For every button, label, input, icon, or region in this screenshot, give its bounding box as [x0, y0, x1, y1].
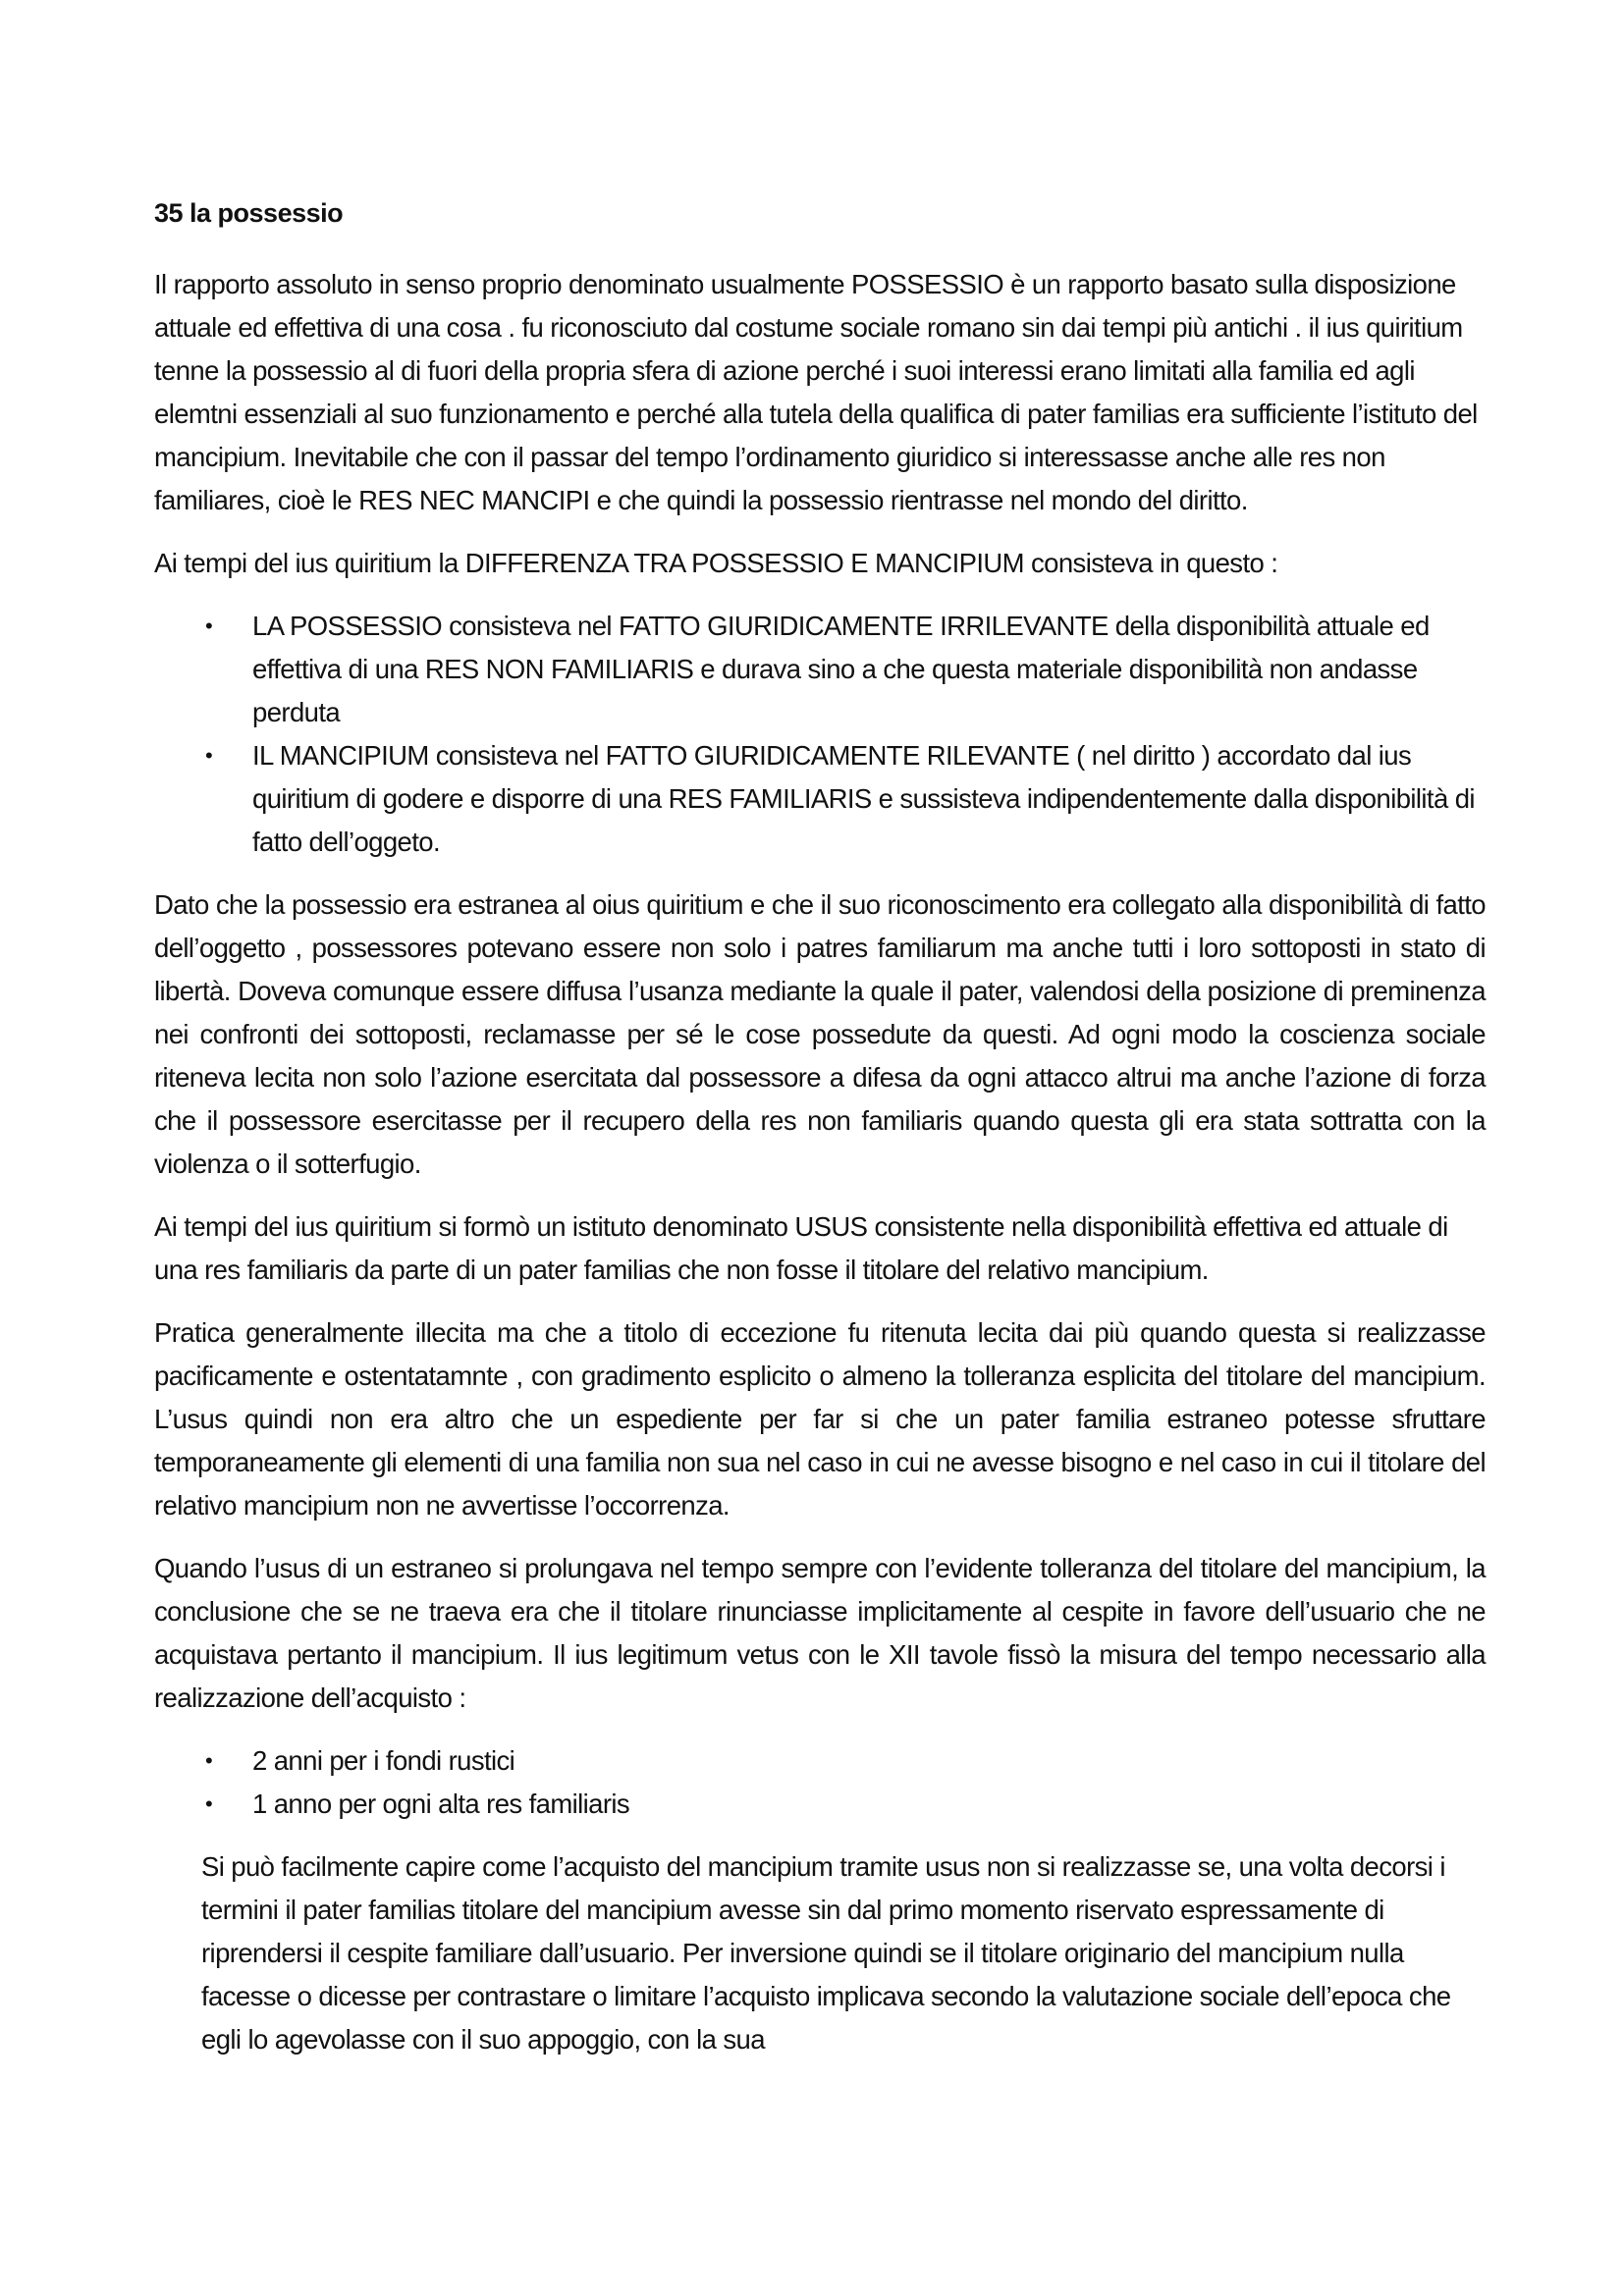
- bullet-icon: •: [205, 1748, 213, 1773]
- list-item-text: IL MANCIPIUM consisteva nel FATTO GIURIDICAMENTE RILEVANTE ( nel diritto ) accordato dal ius quiritium di godere e disporre di una RES FAMILIARIS e sussisteva indipendentemente dalla disponibilità di fatto dell’oggeto.: [252, 740, 1475, 857]
- paragraph-usus-acquisition: Quando l’usus di un estraneo si prolungava nel tempo sempre con l’evidente tolleranza del titolare del mancipium, la conclusione che se ne traeva era che il titolare rinunciasse implicitamente al cespite in favore dell’usuario che ne acquistava pertanto il mancipium. Il ius legitimum vetus con le XII tavole fissò la misura del tempo necessario alla realizzazione dell’acquisto :: [154, 1553, 1486, 1713]
- paragraph-usus-practice: Pratica generalmente illecita ma che a titolo di eccezione fu ritenuta lecita dai più quando questa si realizzasse pacificamente e ostentatamnte , con gradimento esplicito o almeno la tolleranza esplicita del titolare del mancipium. L’usus quindi non era altro che un espediente per far si che un pater familia estraneo potesse sfruttare temporaneamente gli elementi di una familia non sua nel caso in cui ne avesse bisogno e nel caso in cui il titolare del relativo mancipium non ne avvertisse l’occorrenza.: [154, 1317, 1486, 1521]
- bullet-list-differences: [154, 605, 1486, 864]
- bullet-list-terms: [154, 1739, 1486, 1826]
- list-item: [154, 734, 1486, 864]
- paragraph-possessio-definition: Il rapporto assoluto in senso proprio denominato usualmente POSSESSIO è un rapporto basato sulla disposizione attuale ed effettiva di una cosa . fu riconosciuto dal costume sociale romano sin dai tempi più antichi . il ius quiritium tenne la possessio al di fuori della propria sfera di azione perché i suoi interessi erano limitati alla familia ed agli elemtni essenziali al suo funzionamento e perché alla tutela della qualifica di pater familias era sufficiente l’istituto del mancipium. Inevitabile che con il passar del tempo l’ordinamento giuridico si interessasse anche alle res non familiares, cioè le RES NEC MANCIPI e che quindi la possessio rientrasse nel mondo del diritto.: [154, 269, 1478, 515]
- list-item-text: 2 anni per i fondi rustici: [252, 1745, 515, 1776]
- document-body: [154, 192, 1486, 2081]
- section-heading: 35 la possessio: [154, 198, 344, 228]
- bullet-icon: •: [205, 614, 213, 638]
- list-item: [154, 605, 1486, 734]
- paragraph-usus-definition: Ai tempi del ius quiritium si formò un istituto denominato USUS consistente nella disponibilità effettiva ed attuale di una res familiaris da parte di un pater familias che non fosse il titolare del relativo mancipium.: [154, 1211, 1448, 1285]
- paragraph-usus-conclusion: Si può facilmente capire come l’acquisto del mancipium tramite usus non si realizzasse se, una volta decorsi i termini il pater familias titolare del mancipium avesse sin dal primo momento riservato espressamente di riprendersi il cespite familiare dall’usuario. Per inversione quindi se il titolare originario del mancipium nulla facesse o dicesse per contrastare o limitare l’acquisto implicava secondo la valutazione sociale dell’epoca che egli lo agevolasse con il suo appoggio, con la sua: [201, 1851, 1451, 2055]
- paragraph-difference-intro: Ai tempi del ius quiritium la DIFFERENZA TRA POSSESSIO E MANCIPIUM consisteva in questo :: [154, 548, 1278, 578]
- paragraph-possessores: Dato che la possessio era estranea al oius quiritium e che il suo riconoscimento era collegato alla disponibilità di fatto dell’oggetto , possessores potevano essere non solo i patres familiarum ma anche tutti i loro sottoposti in stato di libertà. Doveva comunque essere diffusa l’usanza mediante la quale il pater, valendosi della posizione di preminenza nei confronti dei sottoposti, reclamasse per sé le cose possedute da questi. Ad ogni modo la coscienza sociale riteneva lecita non solo l’azione esercitata dal possessore a difesa da ogni attacco altrui ma anche l’azione di forza che il possessore esercitasse per il recupero della res non familiaris quando questa gli era stata sottratta con la violenza o il sotterfugio.: [154, 889, 1486, 1179]
- bullet-icon: •: [205, 743, 213, 768]
- list-item: [154, 1739, 1486, 1783]
- bullet-icon: •: [205, 1791, 213, 1816]
- list-item: [154, 1783, 1486, 1826]
- list-item-text: LA POSSESSIO consisteva nel FATTO GIURIDICAMENTE IRRILEVANTE della disponibilità attuale ed effettiva di una RES NON FAMILIARIS e durava sino a che questa materiale disponibilità non andasse perduta: [252, 611, 1430, 727]
- list-item-text: 1 anno per ogni alta res familiaris: [252, 1789, 630, 1819]
